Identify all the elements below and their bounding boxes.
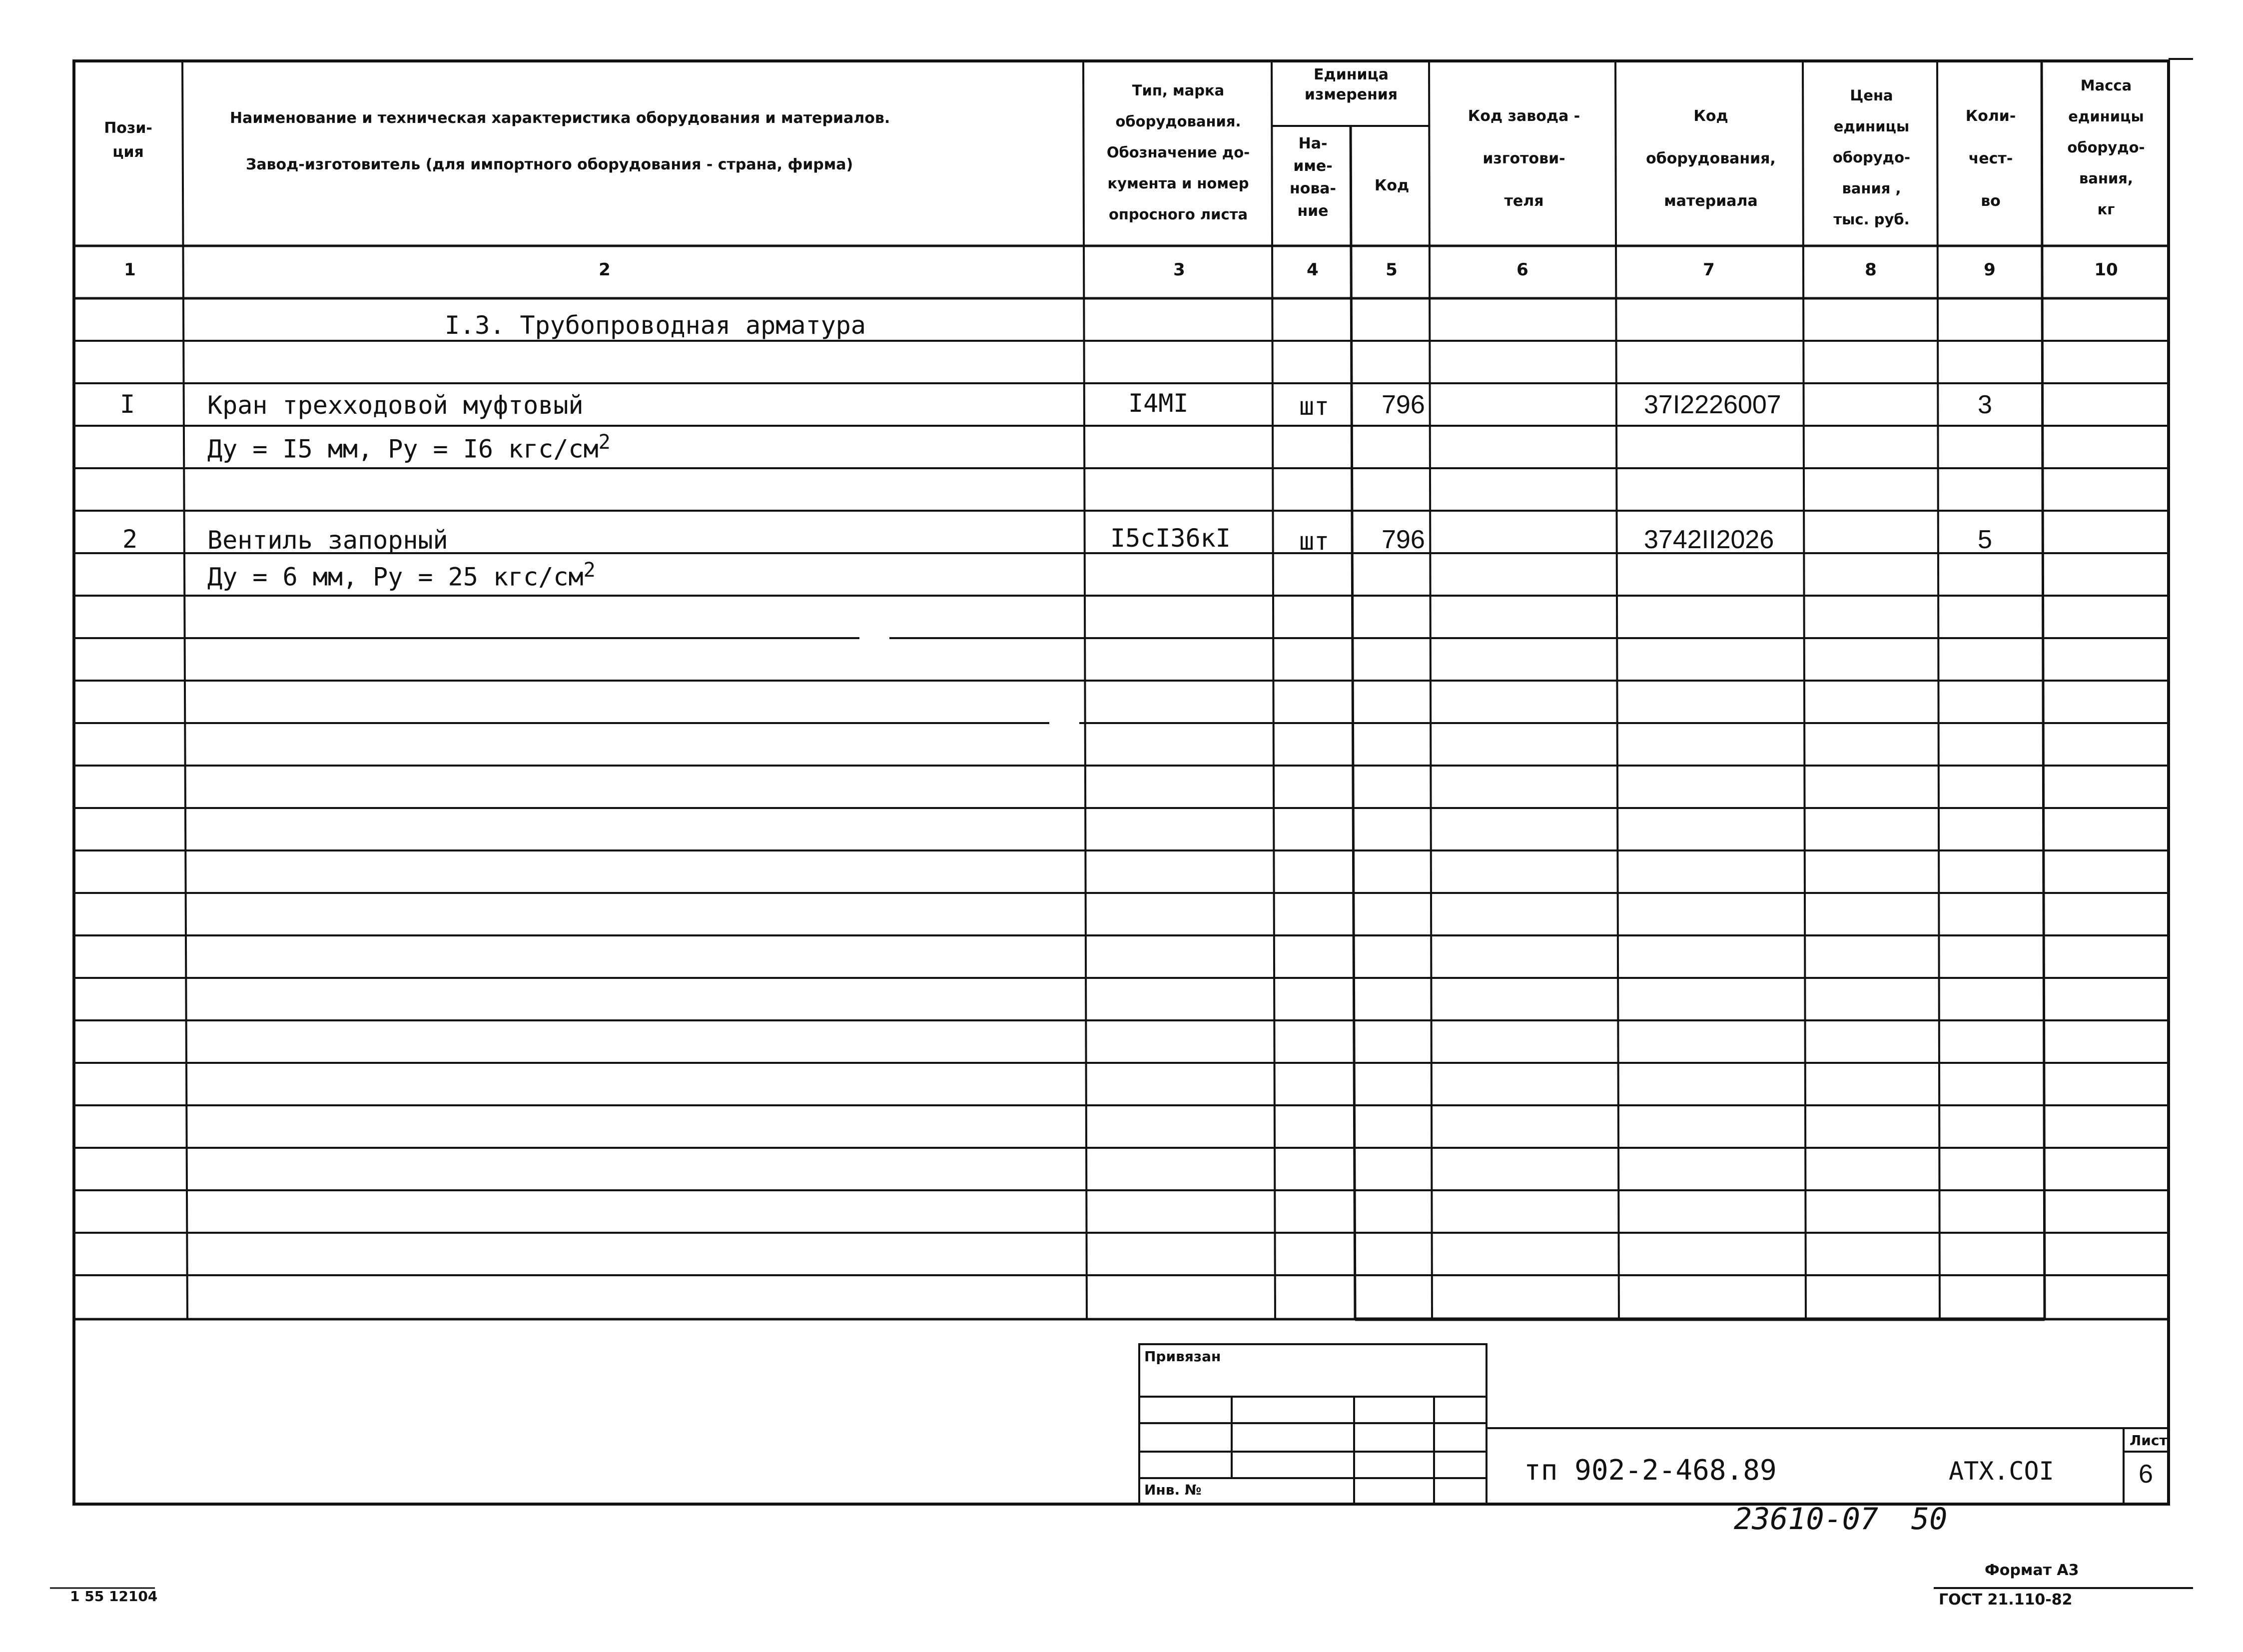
column-number-5: 5 [1386,260,1398,280]
header-type: Тип, марка оборудования. Обозначение до- кумента и номер опросного листа [1106,82,1250,223]
item-1-type: I4МI [1128,389,1189,418]
item-2-unit: шт [1299,527,1330,556]
column-number-10: 10 [2094,260,2118,280]
item-1-spec: Ду = I5 мм, Ру = I6 кгс/$см^2$ [207,431,611,464]
header-equipment-code: Код оборудования, материала [1646,107,1776,210]
item-1-unit: шт [1299,392,1330,421]
section-title: I.3. Трубопроводная арматура [445,311,866,340]
archive-number: 23610-07 [1734,1502,1878,1537]
archive-sheet-number: 50 [1911,1502,1948,1537]
header-mass: Масса единицы оборудо- вания, кг [2067,77,2145,218]
item-2-equipment-code: 3742II2026 [1644,525,1774,554]
item-1-unit-code: 796 [1382,390,1425,419]
document-code: тп 902-2-468.89 [1524,1454,1777,1487]
header-position: Пози- ция [104,119,152,161]
stamp-privyazan: Привязан [1144,1348,1221,1365]
item-2-unit-code: 796 [1382,525,1425,554]
column-number-8: 8 [1865,260,1877,280]
header-unit-code: Код [1374,177,1410,194]
gost-label: ГОСТ 21.110-82 [1939,1591,2073,1609]
header-price: Цена единицы оборудо- вания , тыс. руб. [1832,87,1911,228]
header-name-line2: Завод-изготовитель (для импортного оборудования - страна, фирма) [246,156,853,173]
item-2-name: Вентиль запорный [207,526,448,555]
column-number-3: 3 [1173,260,1185,280]
item-2-quantity: 5 [1978,525,1992,554]
header-unit-name: На- име- нова- ние [1289,135,1337,220]
header-quantity: Коли- чест- во [1965,107,2016,210]
item-2-type: I5cI36кI [1110,524,1231,553]
item-1-equipment-code: 37I2226007 [1644,390,1781,419]
item-2-position: 2 [122,525,138,554]
form-code: 1 55 12104 [70,1588,158,1605]
column-number-4: 4 [1307,260,1319,280]
column-number-9: 9 [1984,260,1996,280]
document-mark: АТХ.СОI [1949,1457,2054,1486]
sheet-label: Лист [2130,1432,2168,1449]
item-2-spec: Ду = 6 мм, Ру = 25 кгс/$см^2$ [207,559,596,592]
stamp-inventory-number: Инв. № [1144,1482,1202,1498]
column-number-6: 6 [1516,260,1528,280]
column-number-2: 2 [599,260,611,280]
item-1-name: Кран трехходовой муфтовый [207,391,584,420]
column-number-7: 7 [1703,260,1715,280]
header-name-line1: Наименование и техническая характеристика оборудования и материалов. [230,109,890,127]
sheet-number: 6 [2139,1460,2153,1489]
column-number-1: 1 [124,260,136,280]
header-factory-code: Код завода - изготови- теля [1468,107,1580,210]
header-unit-group: Единица измерения [1304,66,1398,103]
item-1-quantity: 3 [1978,390,1992,419]
format-label: Формат А3 [1985,1562,2079,1579]
item-1-position: I [120,390,135,419]
